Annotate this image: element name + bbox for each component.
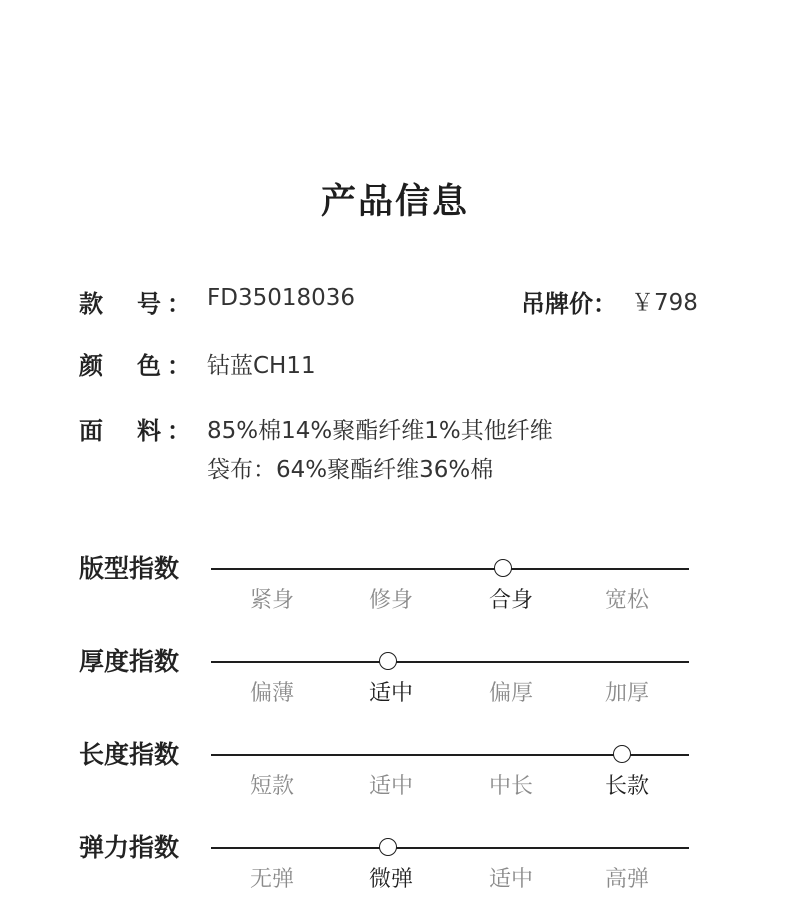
elasticity-index-track	[211, 847, 689, 849]
elasticity-option: 高弹	[604, 867, 649, 892]
length-index-row	[0, 735, 790, 815]
page-title: 产品信息	[320, 182, 469, 222]
fabric-label-char-1: 面	[79, 417, 103, 445]
fabric-value-line-2: 袋布：64%聚酯纤维36%棉	[207, 457, 494, 483]
fabric-value-line-1: 85%棉14%聚酯纤维1%其他纤维	[207, 418, 553, 444]
thickness-index-row	[0, 642, 790, 722]
style-no-value: FD35018036	[207, 285, 356, 311]
fit-option: 合身	[488, 588, 533, 613]
fabric-label-char-2: 料	[137, 417, 161, 445]
elasticity-index-row	[0, 828, 790, 908]
color-label-colon: ：	[167, 352, 191, 380]
length-option: 长款	[604, 774, 649, 799]
length-option: 适中	[368, 774, 413, 799]
tag-price-label: 吊牌价：	[521, 290, 617, 318]
thickness-index-knob	[379, 652, 397, 670]
color-label-char-1: 颜	[79, 352, 103, 380]
color-label-char-2: 色	[137, 352, 161, 380]
thickness-index-label: 厚度指数	[79, 647, 180, 676]
fabric-label-colon: ：	[167, 417, 191, 445]
thickness-option: 加厚	[604, 681, 649, 706]
length-index-label: 长度指数	[79, 740, 180, 769]
elasticity-index-knob	[379, 838, 397, 856]
fit-option: 宽松	[604, 588, 649, 613]
elasticity-option: 适中	[488, 867, 533, 892]
fit-option: 修身	[368, 588, 413, 613]
fit-index-row	[0, 549, 790, 629]
length-option: 短款	[249, 774, 294, 799]
length-option: 中长	[488, 774, 533, 799]
fit-index-label: 版型指数	[79, 554, 180, 583]
elasticity-option: 微弹	[368, 867, 413, 892]
length-index-knob	[613, 745, 631, 763]
elasticity-option: 无弹	[249, 867, 294, 892]
fit-option: 紧身	[249, 588, 294, 613]
style-no-label-char-2: 号	[137, 290, 161, 318]
thickness-option: 偏薄	[249, 681, 294, 706]
thickness-index-track	[211, 661, 689, 663]
thickness-option: 偏厚	[488, 681, 533, 706]
style-no-label-colon: ：	[167, 290, 191, 318]
tag-price-value: ￥798	[631, 290, 698, 316]
thickness-option: 适中	[368, 681, 413, 706]
elasticity-index-label: 弹力指数	[79, 833, 180, 862]
fit-index-knob	[494, 559, 512, 577]
color-value: 钴蓝CH11	[207, 353, 316, 379]
fit-index-track	[211, 568, 689, 570]
style-no-label-char-1: 款	[79, 290, 103, 318]
